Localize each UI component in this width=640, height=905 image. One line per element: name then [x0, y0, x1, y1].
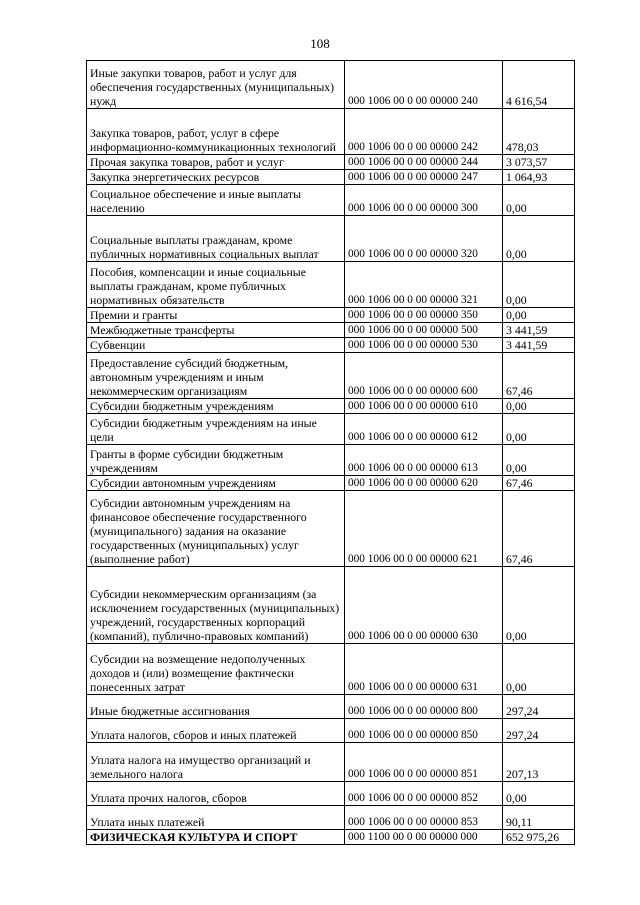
table-row	[87, 155, 575, 170]
table-row	[87, 262, 575, 308]
table-row	[87, 308, 575, 323]
row-code: 000 1006 00 0 00 00000 350	[345, 308, 503, 323]
table-row	[87, 743, 575, 782]
row-name: Закупка энергетических ресурсов	[87, 170, 345, 185]
row-amount: 90,11	[503, 806, 575, 830]
row-name: Социальное обеспечение и иные выплаты населению	[87, 185, 345, 216]
table-row	[87, 399, 575, 414]
row-name: Пособия, компенсации и иные социальные выплаты гражданам, кроме публичных нормативных обязательств	[87, 262, 345, 308]
row-amount: 1 064,93	[503, 170, 575, 185]
row-name: Социальные выплаты гражданам, кроме публичных нормативных социальных выплат	[87, 216, 345, 262]
table-row	[87, 353, 575, 399]
row-amount: 67,46	[503, 491, 575, 567]
table-row	[87, 782, 575, 806]
row-code: 000 1006 00 0 00 00000 530	[345, 338, 503, 353]
table-row	[87, 61, 575, 109]
row-code: 000 1006 00 0 00 00000 620	[345, 476, 503, 491]
row-name: Гранты в форме субсидии бюджетным учреждениям	[87, 445, 345, 476]
table-row	[87, 216, 575, 262]
row-code: 000 1006 00 0 00 00000 240	[345, 61, 503, 109]
row-amount: 0,00	[503, 216, 575, 262]
row-name: Субсидии бюджетным учреждениям на иные цели	[87, 414, 345, 445]
row-amount: 0,00	[503, 399, 575, 414]
row-code: 000 1006 00 0 00 00000 852	[345, 782, 503, 806]
row-amount: 0,00	[503, 414, 575, 445]
row-amount: 0,00	[503, 185, 575, 216]
row-amount: 67,46	[503, 353, 575, 399]
row-code: 000 1006 00 0 00 00000 320	[345, 216, 503, 262]
table-row	[87, 109, 575, 155]
table-row	[87, 323, 575, 338]
row-name: Уплата прочих налогов, сборов	[87, 782, 345, 806]
row-name: ФИЗИЧЕСКАЯ КУЛЬТУРА И СПОРТ	[87, 830, 345, 845]
row-amount: 0,00	[503, 308, 575, 323]
row-code: 000 1006 00 0 00 00000 600	[345, 353, 503, 399]
row-name: Иные бюджетные ассигнования	[87, 695, 345, 719]
row-code: 000 1006 00 0 00 00000 630	[345, 567, 503, 644]
table-row	[87, 185, 575, 216]
row-name: Субсидии бюджетным учреждениям	[87, 399, 345, 414]
row-amount: 297,24	[503, 695, 575, 719]
page-number: 108	[310, 36, 330, 51]
row-code: 000 1100 00 0 00 00000 000	[345, 830, 503, 845]
row-code: 000 1006 00 0 00 00000 610	[345, 399, 503, 414]
row-amount: 0,00	[503, 644, 575, 695]
row-name: Уплата налога на имущество организаций и земельного налога	[87, 743, 345, 782]
row-amount: 478,03	[503, 109, 575, 155]
row-amount: 3 441,59	[503, 323, 575, 338]
row-amount: 652 975,26	[503, 830, 575, 845]
row-amount: 3 441,59	[503, 338, 575, 353]
table-row	[87, 491, 575, 567]
row-code: 000 1006 00 0 00 00000 300	[345, 185, 503, 216]
row-name: Прочая закупка товаров, работ и услуг	[87, 155, 345, 170]
budget-table	[86, 60, 575, 845]
row-name: Премии и гранты	[87, 308, 345, 323]
table-row	[87, 338, 575, 353]
row-code: 000 1006 00 0 00 00000 612	[345, 414, 503, 445]
row-code: 000 1006 00 0 00 00000 850	[345, 719, 503, 743]
row-name: Субвенции	[87, 338, 345, 353]
row-code: 000 1006 00 0 00 00000 800	[345, 695, 503, 719]
row-code: 000 1006 00 0 00 00000 500	[345, 323, 503, 338]
row-code: 000 1006 00 0 00 00000 244	[345, 155, 503, 170]
row-name: Предоставление субсидий бюджетным, автономным учреждениям и иным некоммерческим организациям	[87, 353, 345, 399]
row-amount: 0,00	[503, 782, 575, 806]
row-name: Иные закупки товаров, работ и услуг для обеспечения государственных (муниципальных) нужд	[87, 61, 345, 109]
table-row	[87, 414, 575, 445]
row-name: Субсидии автономным учреждениям на финансовое обеспечение государственного (муниципального) задания на оказание государственных (муниципальных) услуг (выполнение работ)	[87, 491, 345, 567]
row-amount: 67,46	[503, 476, 575, 491]
row-name: Субсидии некоммерческим организациям (за исключением государственных (муниципальных) учреждений, государственных корпораций (компаний), публично-правовых компаний)	[87, 567, 345, 644]
table-row	[87, 445, 575, 476]
row-name: Закупка товаров, работ, услуг в сфере информационно-коммуникационных технологий	[87, 109, 345, 155]
table-row	[87, 644, 575, 695]
row-amount: 0,00	[503, 567, 575, 644]
row-amount: 207,13	[503, 743, 575, 782]
row-code: 000 1006 00 0 00 00000 613	[345, 445, 503, 476]
row-code: 000 1006 00 0 00 00000 247	[345, 170, 503, 185]
row-code: 000 1006 00 0 00 00000 242	[345, 109, 503, 155]
row-name: Субсидии на возмещение недополученных доходов и (или) возмещение фактически понесенных затрат	[87, 644, 345, 695]
row-code: 000 1006 00 0 00 00000 851	[345, 743, 503, 782]
row-amount: 3 073,57	[503, 155, 575, 170]
table-row-section-total	[87, 830, 575, 845]
table-row	[87, 695, 575, 719]
row-name: Межбюджетные трансферты	[87, 323, 345, 338]
row-code: 000 1006 00 0 00 00000 631	[345, 644, 503, 695]
row-name: Уплата иных платежей	[87, 806, 345, 830]
table-row	[87, 567, 575, 644]
row-name: Уплата налогов, сборов и иных платежей	[87, 719, 345, 743]
row-name: Субсидии автономным учреждениям	[87, 476, 345, 491]
table-row	[87, 476, 575, 491]
row-code: 000 1006 00 0 00 00000 621	[345, 491, 503, 567]
row-amount: 297,24	[503, 719, 575, 743]
budget-table-body	[87, 61, 575, 845]
row-amount: 0,00	[503, 445, 575, 476]
row-code: 000 1006 00 0 00 00000 853	[345, 806, 503, 830]
row-code: 000 1006 00 0 00 00000 321	[345, 262, 503, 308]
table-row	[87, 719, 575, 743]
table-row	[87, 806, 575, 830]
row-amount: 0,00	[503, 262, 575, 308]
table-row	[87, 170, 575, 185]
row-amount: 4 616,54	[503, 61, 575, 109]
